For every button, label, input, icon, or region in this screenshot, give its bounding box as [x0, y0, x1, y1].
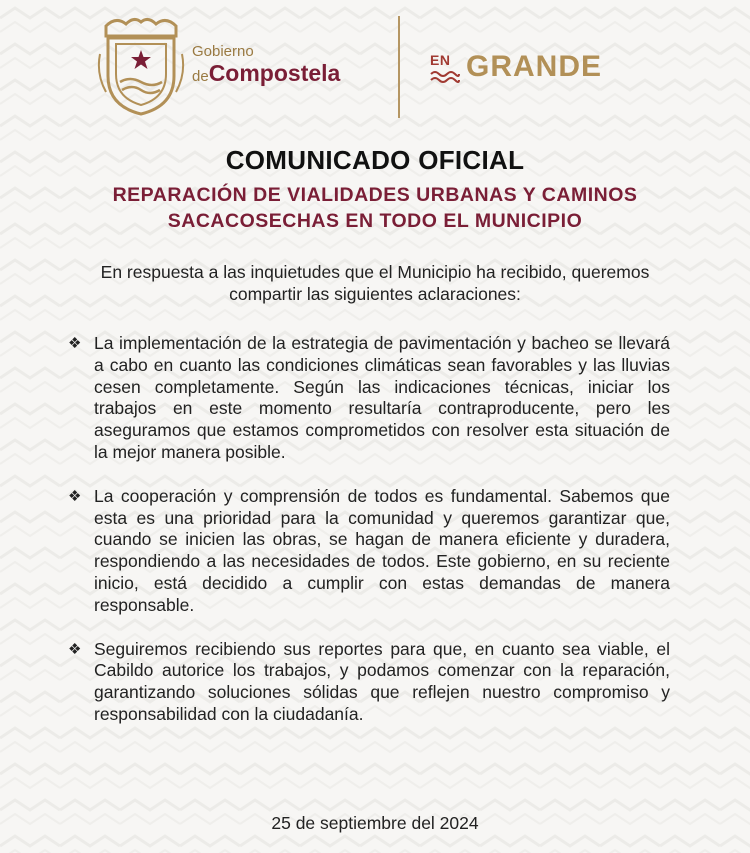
- slogan-en: EN: [430, 52, 451, 68]
- bullet-text: La cooperación y comprensión de todos es fundamental. Sabemos que esta es una prioridad para la comunidad y queremos garantizar que, cuando se inicien las obras, se hagan de manera eficiente y duradera, respondiendo a las necesidades de todos. Este gobierno, en su reciente inicio, está decidido a cumplir con estas demandas de manera responsable.: [94, 485, 670, 615]
- document-title: COMUNICADO OFICIAL: [225, 145, 525, 175]
- subtitle-line-1: REPARACIÓN DE VIALIDADES URBANAS Y CAMINOS: [112, 184, 638, 206]
- header: [0, 0, 750, 130]
- logo-name-compostela: Compostela: [208, 60, 341, 86]
- logo-prefix-de: de: [192, 68, 209, 85]
- diamond-bullet-icon: ❖: [68, 335, 82, 352]
- bullet-text: La implementación de la estrategia de pavimentación y bacheo se llevará a cabo en cuanto las condiciones climáticas sean favorables y las lluvias cesen completamente. Según las indicaciones técnicas, iniciar los trabajos en este momento resultaría contraproducente, pero les aseguramos que estamos comprometidos con resolver esta situación de la mejor manera posible.: [94, 333, 670, 462]
- document-subtitle: [40, 182, 710, 234]
- bullet-list: [68, 333, 670, 748]
- logo-line-compostela: [192, 60, 340, 90]
- subtitle-line-2: SACACOSECHAS EN TODO EL MUNICIPIO: [167, 210, 583, 232]
- slogan-grande: GRANDE: [466, 50, 603, 83]
- intro-paragraph: [50, 261, 700, 305]
- bullet-text: Seguiremos recibiendo sus reportes para que, en cuanto sea viable, el Cabildo autorice los trabajos, y podamos comenzar con la reparación, garantizando soluciones sólidas que reflejen nuestro compromiso y responsabilidad con la ciudadanía.: [94, 638, 670, 724]
- diamond-bullet-icon: ❖: [68, 640, 82, 658]
- diamond-bullet-icon: ❖: [68, 487, 82, 505]
- list-item: [68, 639, 670, 726]
- header-divider: [398, 16, 400, 118]
- list-item: [68, 486, 670, 617]
- logo-line-gobierno: Gobierno: [192, 43, 254, 60]
- government-logo-text: [192, 44, 340, 90]
- waves-icon: [430, 70, 460, 84]
- intro-line-2: compartir las siguientes aclaraciones:: [229, 284, 521, 304]
- intro-line-1: En respuesta a las inquietudes que el Municipio ha recibido, queremos: [100, 262, 650, 282]
- compostela-crest-icon: [96, 14, 186, 118]
- list-item: [68, 333, 670, 464]
- document-date: 25 de septiembre del 2024: [271, 813, 479, 833]
